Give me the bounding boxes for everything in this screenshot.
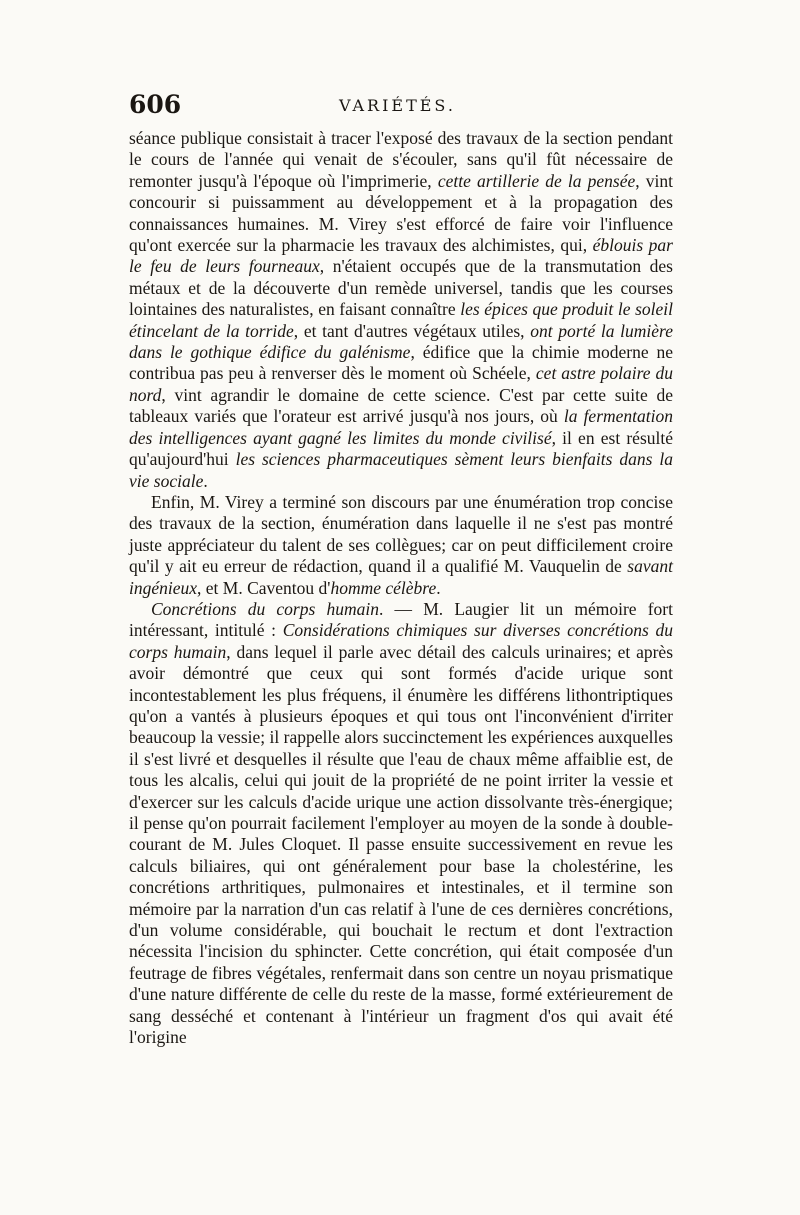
text-run: , il en est résulté qu'aujourd'hui [129,427,673,470]
paragraph [129,599,673,1049]
italic-run: Concrétions du corps humain [151,598,379,619]
text-run: , et M. Caventou d' [197,577,331,598]
italic-run: savant ingénieux [129,556,673,598]
italic-run: éblouis par le feu de leurs fourneaux [129,235,673,277]
text-run: . [203,470,208,491]
italic-run: ont porté la lumière dans le gothique édifice du galénisme [129,320,673,363]
text-run: , dans lequel il parle avec détail des calculs urinaires; et après avoir démontré que ceux qui sont formés d'acide urique sont incontestablement les plus fréquens, il énumère les différens lithontriptiques qu'on a vantés à plusieurs époques et qui tous ont l'inconvénient d'irriter beaucoup la vessie; il rappelle alors succinctement les expériences auxquelles il s'est livré et desquelles il résulte que l'eau de chaux même affaiblie est, de tous les alcalis, celui qui jouit de la propriété de ne point irriter la vessie et d'exercer sur les calculs d'acide urique une action dissolvante très-énergique; il pense qu'on pourrait facilement l'employer au moyen de la sonde à double-courant de M. Jules Cloquet. Il passe ensuite successivement en revue les calculs biliaires, qui ont généralement pour base la cholestérine, les concrétions arthritiques, pulmonaires et intestinales, et il termine son mémoire par la narration d'un cas relatif à l'une de ces dernières concrétions, d'un volume considérable, qui bouchait le rectum et dont l'extraction nécessita l'incision du sphincter. Cette concrétion, qui était composée d'un feutrage de fibres végétales, renfermait dans son centre un noyau prismatique d'une nature différente de celle du reste de la masse, formé extérieurement de sang desséché et contenant à l'intérieur un fragment d'os qui avait été l'origine [129,641,674,1048]
running-head: VARIÉTÉS. [339,96,456,115]
text-run: Enfin, M. Virey a terminé son discours par une énumération trop concise des travaux de la section, énumération dans laquelle il ne s'est pas montré juste appréciateur du talent de ses collègues; car on peut difficilement croire qu'il y ait eu erreur de rédaction, quand il a qualifié M. Vauquelin de [129,491,673,577]
italic-run: cet astre polaire du nord [129,363,673,405]
page-number: 606 [129,90,182,119]
text-run: séance publique consistait à tracer l'exposé des travaux de la section pendant le cours de l'année qui venait de s'écouler, sans qu'il fût nécessaire de remonter jusqu'à l'époque où l'imprimerie, [129,128,673,191]
text-run: , n'étaient occupés que de la transmutation des métaux et de la découverte d'un remède universel, tandis que les courses lointaines des naturalistes, en faisant connaître [129,256,673,320]
text-run: , édifice que la chimie moderne ne contribua pas peu à renverser dès le moment où Schéele, [129,342,673,384]
body-text [129,128,673,1048]
italic-run: cette artillerie de la pensée [437,170,636,191]
paragraph [129,492,673,599]
text-run: . — M. Laugier lit un mémoire fort intéressant, intitulé : [129,598,673,641]
page-header [129,90,673,126]
text-run: , et tant d'autres végétaux utiles, [293,320,531,341]
paragraph [129,128,673,492]
text-run: , vint agrandir le domaine de cette science. C'est par cette suite de tableaux variés que l'orateur est arrivé jusqu'à nos jours, où [129,384,673,427]
italic-run: homme célèbre [330,577,437,598]
italic-run: les épices que produit le soleil étincelant de la torride [129,299,673,341]
text-run: , vint concourir si puissamment au développement et à la propagation des connaissances humaines. M. Virey s'est efforcé de faire voir l'influence qu'ont exercée sur la pharmacie les travaux des alchimistes, qui, [129,170,674,256]
italic-run: les sciences pharmaceutiques sèment leurs bienfaits dans la vie sociale [129,449,673,491]
italic-run: Considérations chimiques sur diverses concrétions du corps humain [129,620,674,662]
italic-run: la fermentation des intelligences ayant gagné les limites du monde civilisé [129,406,674,448]
text-run: . [436,577,441,598]
